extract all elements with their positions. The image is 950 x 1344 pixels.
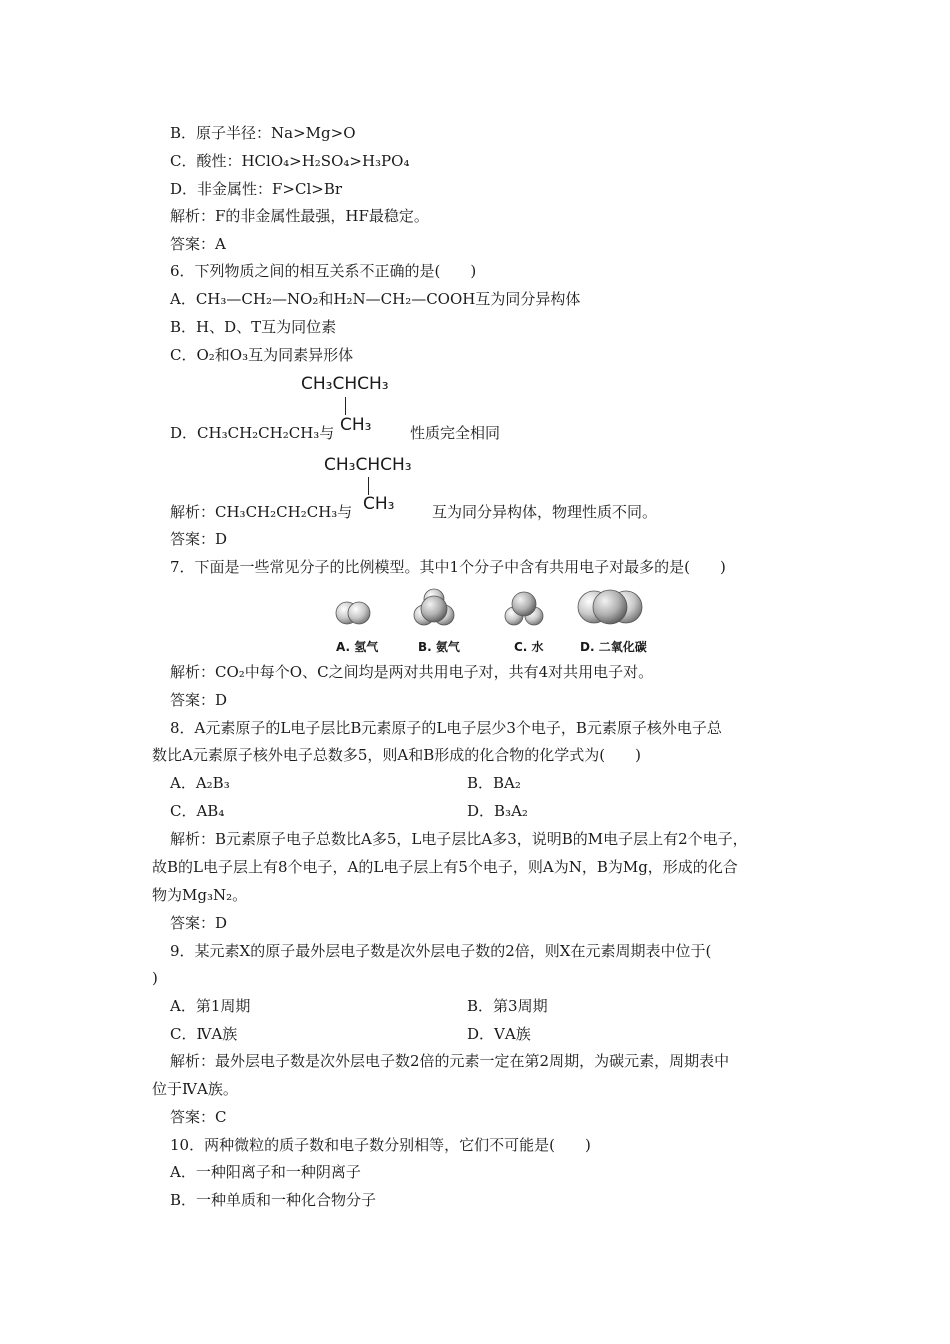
isobutane-bond-line-2: [368, 477, 369, 495]
q9-option-a: A．第1周期: [170, 997, 251, 1015]
q9-answer: 答案：C: [170, 1108, 227, 1126]
q9-analysis-line2: 位于ⅣA族。: [152, 1080, 238, 1098]
q5-option-c: C．酸性：HClO₄>H₂SO₄>H₃PO₄: [170, 152, 410, 170]
isobutane-main-chain: CH₃CHCH₃: [301, 374, 389, 394]
q9-option-b: B．第3周期: [467, 997, 548, 1015]
ammonia-molecule-model: [414, 589, 454, 625]
q6-option-a: A．CH₃—CH₂—NO₂和H₂N—CH₂—COOH互为同分异构体: [170, 290, 581, 308]
q6-option-b: B．H、D、T互为同位素: [170, 318, 337, 336]
q8-option-b: B．BA₂: [467, 774, 521, 792]
molecule-label-a: A. 氢气: [336, 640, 379, 654]
q5-analysis: 解析：F的非金属性最强，HF最稳定。: [170, 207, 429, 225]
q8-option-a: A．A₂B₃: [170, 774, 230, 792]
isobutane-main-chain-2: CH₃CHCH₃: [324, 455, 412, 475]
q9-analysis-line1: 解析：最外层电子数是次外层电子数2倍的元素一定在第2周期，为碳元素，周期表中: [170, 1052, 730, 1070]
q9-option-d: D．ⅤA族: [467, 1025, 531, 1043]
q8-analysis-line2: 故B的L电子层上有8个电子，A的L电子层上有5个电子，则A为N，B为Mg，形成的化合: [152, 858, 738, 876]
molecule-label-d: D. 二氧化碳: [580, 640, 647, 654]
q7-analysis: 解析：CO₂中每个O、C之间均是两对共用电子对，共有4对共用电子对。: [170, 663, 654, 681]
q10-option-a: A．一种阳离子和一种阴离子: [170, 1163, 361, 1181]
q7-stem: 7．下面是一些常见分子的比例模型。其中1个分子中含有共用电子对最多的是( ): [170, 558, 726, 576]
q10-option-b: B．一种单质和一种化合物分子: [170, 1191, 377, 1209]
molecule-label-c: C. 水: [514, 640, 544, 654]
q9-stem-line1: 9．某元素X的原子最外层电子数是次外层电子数的2倍，则X在元素周期表中位于(: [170, 942, 712, 960]
q6-option-c: C．O₂和O₃互为同素异形体: [170, 346, 354, 364]
molecule-label-b: B. 氨气: [418, 640, 460, 654]
q6-stem: 6．下列物质之间的相互关系不正确的是( ): [170, 262, 477, 280]
q6-answer: 答案：D: [170, 530, 228, 548]
q8-stem-line1: 8．A元素原子的L电子层比B元素原子的L电子层少3个电子，B元素原子核外电子总: [170, 719, 722, 737]
q6-analysis-suffix: 互为同分异构体，物理性质不同。: [432, 503, 658, 521]
q6-option-d-prefix: D．CH₃CH₂CH₂CH₃与: [170, 424, 335, 442]
q9-option-c: C．ⅣA族: [170, 1025, 238, 1043]
q10-stem: 10．两种微粒的质子数和电子数分别相等，它们不可能是( ): [170, 1136, 591, 1154]
molecule-models: [330, 585, 660, 633]
q7-answer: 答案：D: [170, 691, 228, 709]
q5-answer: 答案：A: [170, 235, 226, 253]
q8-analysis-line3: 物为Mg₃N₂。: [152, 886, 248, 904]
q8-stem-line2: 数比A元素原子核外电子总数多5，则A和B形成的化合物的化学式为( ): [152, 746, 641, 764]
q8-answer: 答案：D: [170, 914, 228, 932]
q8-option-c: C．AB₄: [170, 802, 225, 820]
q5-option-b: B．原子半径：Na>Mg>O: [170, 124, 356, 142]
water-molecule-model: [505, 592, 543, 625]
q8-option-d: D．B₃A₂: [467, 802, 528, 820]
q6-option-d-suffix: 性质完全相同: [410, 424, 501, 442]
q6-analysis-prefix: 解析：CH₃CH₂CH₂CH₃与: [170, 503, 353, 521]
q9-stem-line2: ): [152, 969, 158, 987]
isobutane-bond-line: [345, 397, 346, 415]
q5-option-d: D．非金属性：F>Cl>Br: [170, 180, 343, 198]
carbon-dioxide-molecule-model: [578, 590, 642, 624]
hydrogen-molecule-model: [336, 602, 370, 624]
isobutane-branch-2: CH₃: [363, 494, 395, 514]
isobutane-branch: CH₃: [340, 415, 372, 435]
q8-analysis-line1: 解析：B元素原子电子总数比A多5，L电子层比A多3，说明B的M电子层上有2个电子，: [170, 830, 748, 848]
